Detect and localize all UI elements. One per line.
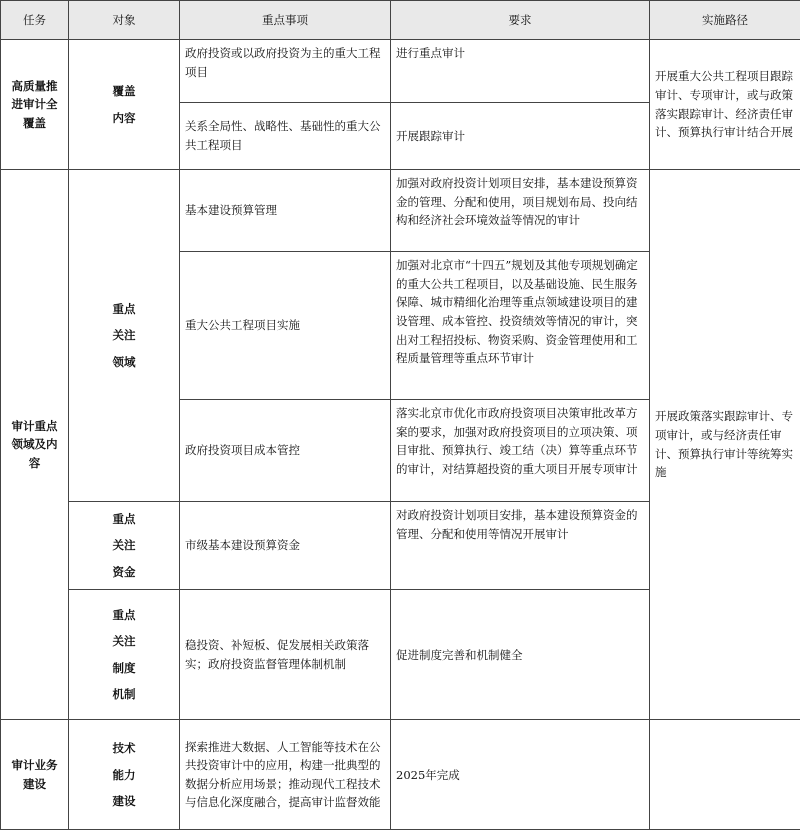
- requirement-cell: 2025年完成: [391, 720, 650, 830]
- path-cell: 开展政策落实跟踪审计、专项审计，或与经济责任审计、预算执行审计等统筹实施: [650, 170, 800, 720]
- table-row: [1, 40, 800, 103]
- task-cell: 高质量推进审计全覆盖: [1, 40, 69, 170]
- path-cell: 开展重大公共工程项目跟踪审计、专项审计，或与政策落实跟踪审计、经济责任审计、预算执行审计结合开展: [650, 40, 800, 170]
- requirement-cell: 开展跟踪审计: [391, 103, 650, 170]
- object-cell: 技术 能力 建设: [69, 720, 180, 830]
- header-row: [1, 1, 800, 40]
- matter-cell: 基本建设预算管理: [180, 170, 391, 252]
- object-cell: 覆盖 内容: [69, 40, 180, 170]
- header-matter: 重点事项: [180, 1, 391, 40]
- header-path: 实施路径: [650, 1, 800, 40]
- header-object: 对象: [69, 1, 180, 40]
- header-task: 任务: [1, 1, 69, 40]
- requirement-cell: 落实北京市优化市政府投资项目决策审批改革方案的要求，加强对政府投资项目的立项决策、项目审批、预算执行、竣工结（决）算等重点环节的审计，对结算超投资的重大项目开展专项审计: [391, 400, 650, 502]
- object-cell: 重点 关注 资金: [69, 502, 180, 590]
- header-requirement: 要求: [391, 1, 650, 40]
- matter-cell: 关系全局性、战略性、基础性的重大公共工程项目: [180, 103, 391, 170]
- object-cell: 重点 关注 制度 机制: [69, 590, 180, 720]
- matter-cell: 重大公共工程项目实施: [180, 252, 391, 400]
- matter-cell: 政府投资项目成本管控: [180, 400, 391, 502]
- task-cell: 审计重点领域及内容: [1, 170, 69, 720]
- requirement-cell: 进行重点审计: [391, 40, 650, 103]
- task-cell: 审计业务建设: [1, 720, 69, 830]
- table-row: [1, 720, 800, 830]
- requirement-cell: 加强对政府投资计划项目安排，基本建设预算资金的管理、分配和使用，项目规划布局、投向结构和经济社会环境效益等情况的审计: [391, 170, 650, 252]
- path-cell: [650, 720, 800, 830]
- requirement-cell: 促进制度完善和机制健全: [391, 590, 650, 720]
- matter-cell: 政府投资或以政府投资为主的重大工程项目: [180, 40, 391, 103]
- requirement-cell: 加强对北京市“十四五”规划及其他专项规划确定的重大公共工程项目，以及基础设施、民生服务保障、城市精细化治理等重点领域建设项目的建设管理、成本管控、投资绩效等情况的审计，突出对工程招投标、物资采购、资金管理使用和工程质量管理等重点环节审计: [391, 252, 650, 400]
- matter-cell: 市级基本建设预算资金: [180, 502, 391, 590]
- matter-cell: 探索推进大数据、人工智能等技术在公共投资审计中的应用，构建一批典型的数据分析应用场景；推动现代工程技术与信息化深度融合，提高审计监督效能: [180, 720, 391, 830]
- object-cell: 重点 关注 领域: [69, 170, 180, 502]
- requirement-cell: 对政府投资计划项目安排，基本建设预算资金的管理、分配和使用等情况开展审计: [391, 502, 650, 590]
- table-row: [1, 170, 800, 252]
- matter-cell: 稳投资、补短板、促发展相关政策落实；政府投资监督管理体制机制: [180, 590, 391, 720]
